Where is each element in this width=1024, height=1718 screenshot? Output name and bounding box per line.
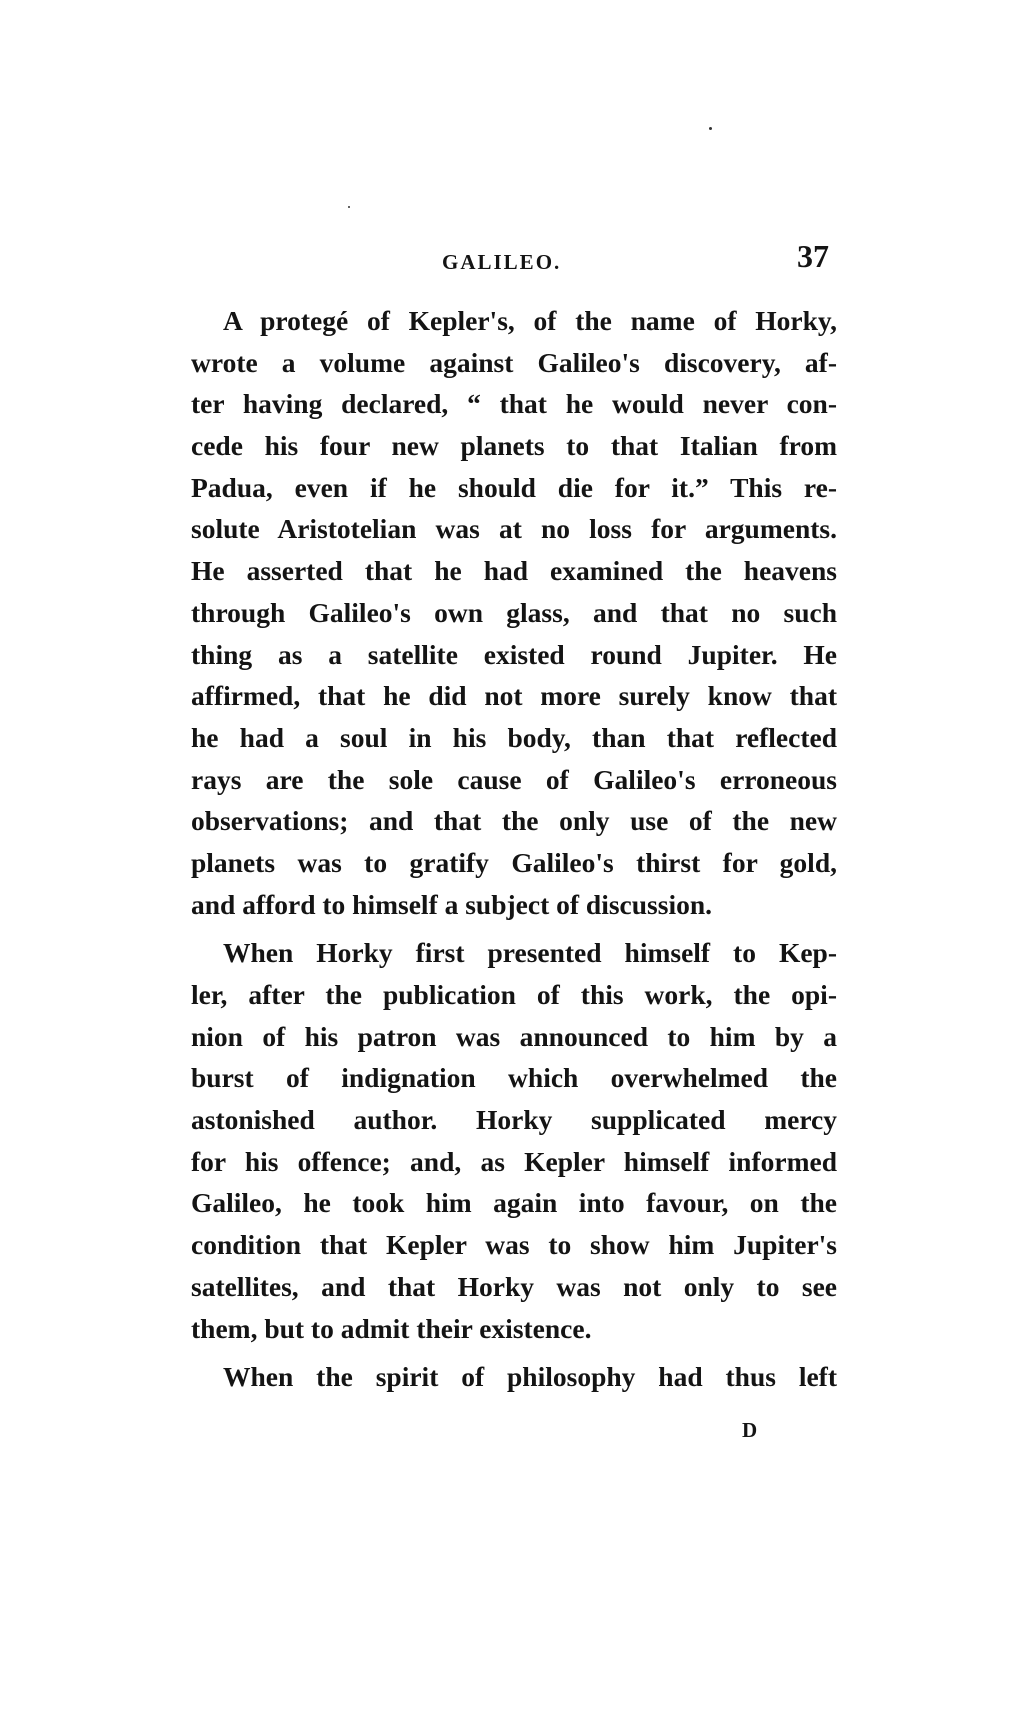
text-line: affirmed, that he did not more surely know that <box>191 680 837 712</box>
text-line: cede his four new planets to that Italian from <box>191 430 837 462</box>
running-title: GALILEO. <box>442 250 562 274</box>
text-line: condition that Kepler was to show him Jupiter's <box>191 1229 837 1261</box>
text-line: He asserted that he had examined the heavens <box>191 555 837 587</box>
text-line: When Horky first presented himself to Kep- <box>223 937 837 969</box>
text-line: them, but to admit their existence. <box>191 1312 592 1344</box>
text-line: and afford to himself a subject of discussion. <box>191 888 713 920</box>
text-line: solute Aristotelian was at no loss for arguments. <box>191 513 837 545</box>
ink-speck <box>709 127 712 130</box>
paragraph <box>191 932 837 1349</box>
page-number: 37 <box>797 238 829 274</box>
text-line: astonished author. Horky supplicated mercy <box>191 1104 837 1136</box>
text-line: for his offence; and, as Kepler himself informed <box>191 1145 837 1177</box>
text-line: satellites, and that Horky was not only to see <box>191 1270 837 1302</box>
text-line: planets was to gratify Galileo's thirst for gold, <box>191 846 837 878</box>
paragraph <box>191 1356 837 1398</box>
ink-speck <box>348 206 350 208</box>
text-line: thing as a satellite existed round Jupiter. He <box>191 638 837 670</box>
text-line: nion of his patron was announced to him by a <box>191 1020 837 1052</box>
text-line: burst of indignation which overwhelmed the <box>191 1062 837 1094</box>
text-line: wrote a volume against Galileo's discovery, af- <box>191 346 837 378</box>
text-line: ler, after the publication of this work, the opi- <box>191 979 837 1010</box>
text-line: he had a soul in his body, than that reflected <box>191 721 837 753</box>
text-line: observations; and that the only use of the new <box>191 805 837 837</box>
text-line: When the spirit of philosophy had thus left <box>223 1361 837 1393</box>
text-line: through Galileo's own glass, and that no such <box>191 596 837 628</box>
text-line: ter having declared, “ that he would never con- <box>191 388 837 420</box>
paragraph <box>191 300 837 925</box>
body-text <box>191 300 837 1398</box>
text-line: rays are the sole cause of Galileo's erroneous <box>191 763 837 795</box>
text-line: Padua, even if he should die for it.” This re- <box>191 471 837 503</box>
text-line: Galileo, he took him again into favour, on the <box>191 1187 837 1219</box>
signature-mark: D <box>742 1418 758 1442</box>
running-header <box>191 238 837 288</box>
text-line: A protegé of Kepler's, of the name of Horky, <box>223 305 837 336</box>
